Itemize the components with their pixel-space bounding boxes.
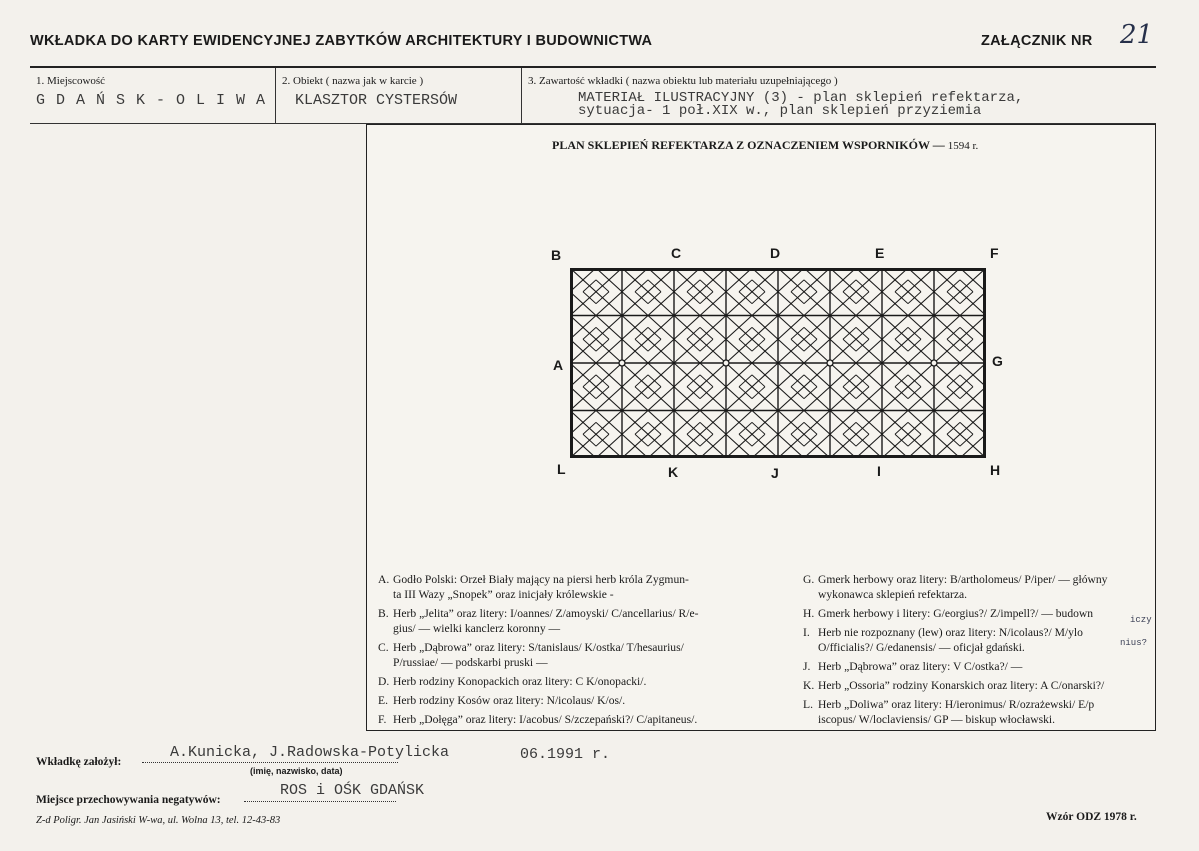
legend-left-key: C. <box>378 641 389 654</box>
legend-right-text: Herb „Ossoria” rodziny Konarskich oraz litery: A C/onarski?/ <box>818 679 1105 692</box>
field-object-label: 2. Obiekt ( nazwa jak w karcie ) <box>282 75 424 87</box>
plan-letter-f: F <box>990 245 999 261</box>
legend-right-text: Herb „Dąbrowa” oraz litery: V C/ostka?/ — <box>818 660 1023 673</box>
legend-right-key: L. <box>803 698 813 711</box>
plan-letter-c: C <box>671 245 682 261</box>
legend-left-text: Herb „Jelita” oraz litery: I/oannes/ Z/amoyski/ C/ancellarius/ R/e- <box>393 607 699 620</box>
form-pattern: Wzór ODZ 1978 r. <box>1046 811 1137 823</box>
vault-boss <box>619 360 625 366</box>
legend-left-entry <box>378 674 788 689</box>
attachment-label: ZAŁĄCZNIK NR <box>981 33 1093 49</box>
plan-letter-b: B <box>551 247 562 263</box>
vault-boss <box>827 360 833 366</box>
legend-right-key: K. <box>803 679 815 692</box>
legend-right-key: H. <box>803 607 815 620</box>
field-content-line-1: MATERIAŁ ILUSTRACYJNY (3) - plan sklepień refektarza, <box>578 90 1024 106</box>
legend-right-text: Gmerk herbowy oraz litery: B/artholomeus/ P/iper/ — główny <box>818 573 1108 586</box>
header-rule <box>30 66 1156 68</box>
legend-right-entry <box>803 659 1155 674</box>
handwritten-note-czy: iczy <box>1130 615 1152 625</box>
legend-left <box>378 572 788 731</box>
negatives-value: ROS i OŚK GDAŃSK <box>280 782 425 799</box>
legend-right-text: wykonawca sklepień refektarza. <box>818 588 968 601</box>
plan-letter-g: G <box>992 353 1003 369</box>
legend-left-key: D. <box>378 675 390 688</box>
legend-right-key: I. <box>803 626 810 639</box>
field-divider-1 <box>275 68 276 124</box>
legend-right-text: iscopus/ W/loclaviensis/ GP — biskup włocławski. <box>818 713 1056 726</box>
plan-letter-h: H <box>990 462 1001 478</box>
legend-left-entry <box>378 712 788 727</box>
legend-right-key: G. <box>803 573 815 586</box>
field-locality-value: G D A Ń S K - O L I W A <box>36 92 267 109</box>
handwritten-note-nius: nius? <box>1120 638 1148 648</box>
field-divider-2 <box>521 68 522 124</box>
legend-left-entry <box>378 640 788 670</box>
legend-left-key: F. <box>378 713 387 726</box>
plan-title-text: PLAN SKLEPIEŃ REFEKTARZA Z OZNACZENIEM WSPORNIKÓW — <box>552 138 945 152</box>
legend-right-text: Herb nie rozpoznany (lew) oraz litery: N/icolaus?/ M/ylo <box>818 626 1083 639</box>
printer-imprint: Z-d Poligr. Jan Jasiński W-wa, ul. Wolna 13, tel. 12-43-83 <box>36 815 281 826</box>
vault-boss <box>723 360 729 366</box>
legend-right-entry <box>803 625 1155 655</box>
vault-plan-drawing <box>570 268 986 458</box>
document-title: WKŁADKA DO KARTY EWIDENCYJNEJ ZABYTKÓW ARCHITEKTURY I BUDOWNICTWA <box>30 33 653 49</box>
plan-letter-d: D <box>770 245 781 261</box>
legend-right-entry <box>803 697 1155 727</box>
legend-right-text: Herb „Doliwa” oraz litery: H/ieronimus/ R/ozrażewski/ E/p <box>818 698 1095 711</box>
legend-left-key: B. <box>378 607 389 620</box>
legend-left-text: gius/ — wielki kanclerz koronny — <box>393 622 561 635</box>
plan-letter-l: L <box>557 461 566 477</box>
plan-letter-e: E <box>875 245 885 261</box>
field-locality-label: 1. Miejscowość <box>36 75 106 87</box>
legend-left-text: Herb rodziny Konopackich oraz litery: C K/onopacki/. <box>393 675 647 688</box>
plan-title <box>552 138 978 153</box>
legend-right-text: Gmerk herbowy i litery: G/eorgius?/ Z/impell?/ — budown <box>818 607 1094 620</box>
field-content-line-2: sytuacja- 1 poł.XIX w., plan sklepień przyziemia <box>578 103 982 119</box>
founded-hint: (imię, nazwisko, data) <box>250 766 343 776</box>
legend-right <box>803 572 1155 731</box>
legend-left-key: A. <box>378 573 390 586</box>
legend-right-key: J. <box>803 660 811 673</box>
legend-right-text: O/fficialis?/ G/edanensis/ — oficjał gdański. <box>818 641 1025 654</box>
legend-left-entry <box>378 693 788 708</box>
negatives-dotted-line <box>244 801 396 802</box>
founded-label: Wkładkę założył: <box>36 756 122 768</box>
vault-boss <box>931 360 937 366</box>
legend-right-entry <box>803 572 1155 602</box>
legend-left-key: E. <box>378 694 388 707</box>
legend-left-entry <box>378 572 788 602</box>
founded-dotted-line <box>142 762 398 763</box>
legend-left-text: Herb rodziny Kosów oraz litery: N/icolaus/ K/os/. <box>393 694 626 707</box>
legend-left-text: Herb „Dołęga” oraz litery: I/acobus/ S/zczepański?/ C/apitaneus/. <box>393 713 698 726</box>
attachment-number: 21 <box>1120 20 1154 50</box>
legend-left-text: ta III Wazy „Snopek” oraz inicjały królewskie - <box>393 588 614 601</box>
founded-date: 06.1991 r. <box>520 746 611 763</box>
legend-left-entry <box>378 606 788 636</box>
field-object-value: KLASZTOR CYSTERSÓW <box>295 92 458 109</box>
legend-right-entry <box>803 678 1155 693</box>
legend-left-text: Herb „Dąbrowa” oraz litery: S/tanislaus/ K/ostka/ T/hesaurius/ <box>393 641 684 654</box>
negatives-label: Miejsce przechowywania negatywów: <box>36 794 221 806</box>
plan-letter-i: I <box>877 463 881 479</box>
legend-left-text: P/russiae/ — podskarbi pruski — <box>393 656 548 669</box>
plan-letter-a: A <box>553 357 564 373</box>
founded-value: A.Kunicka, J.Radowska-Potylicka <box>170 744 450 761</box>
plan-year: 1594 r. <box>947 140 979 152</box>
field-content-label: 3. Zawartość wkładki ( nazwa obiektu lub materiału uzupełniającego ) <box>528 75 838 87</box>
legend-right-entry <box>803 606 1155 621</box>
plan-letter-j: J <box>771 465 779 481</box>
legend-left-text: Godło Polski: Orzeł Biały mający na piersi herb króla Zygmun- <box>393 573 689 586</box>
plan-letter-k: K <box>668 464 679 480</box>
